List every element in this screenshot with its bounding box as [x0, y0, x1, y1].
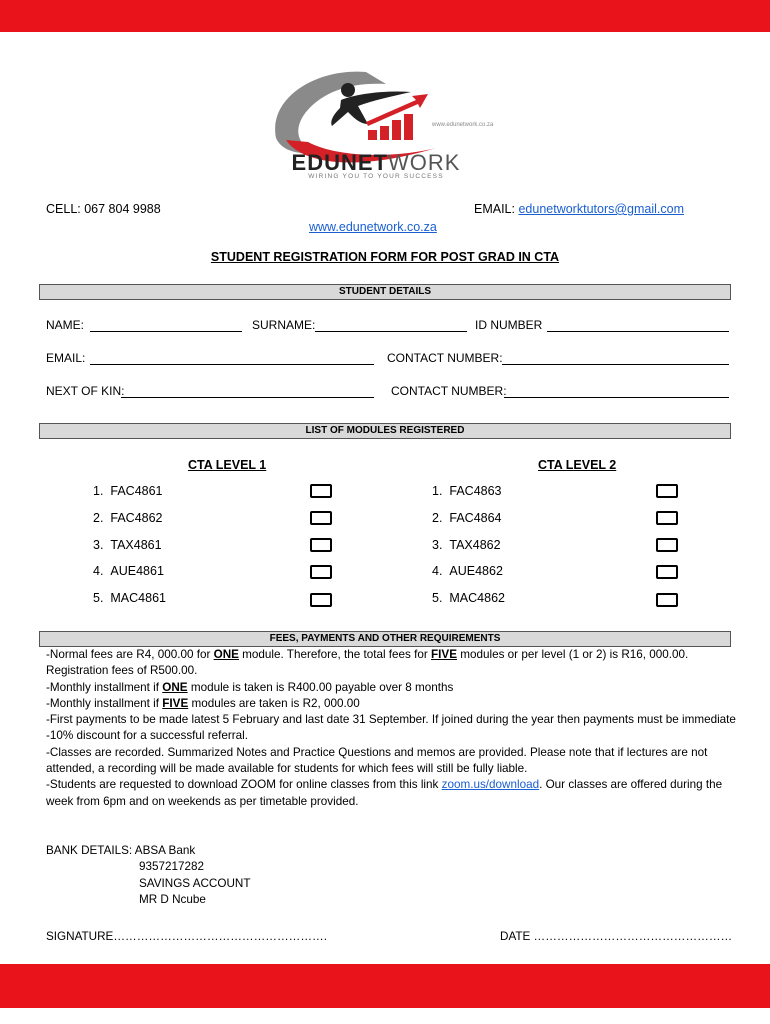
module-item — [93, 564, 164, 578]
brand-tagline: WIRING YOU TO YOUR SUCCESS — [308, 173, 444, 180]
module-code: FAC4862 — [110, 511, 163, 525]
fees-text-part: modules are taken is R2, 000.00 — [188, 696, 360, 710]
fees-text-part: modules or per level (1 or 2) is R16, 000.00. Registration fees of R500.00. — [46, 648, 689, 678]
fees-emphasis: FIVE — [162, 696, 189, 710]
module-item — [93, 511, 163, 525]
module-code: FAC4863 — [449, 484, 502, 498]
contact-number-field[interactable] — [502, 364, 729, 365]
module-item — [432, 484, 502, 498]
name-label: NAME: — [46, 318, 85, 332]
module-number: 4. — [93, 564, 104, 578]
module-checkbox[interactable] — [310, 511, 332, 525]
module-item — [432, 564, 503, 578]
module-number: 1. — [432, 484, 443, 498]
fees-paragraph: -First payments to be made latest 5 February and last date 31 September. If joined during the year then payments must be immediate — [46, 713, 736, 727]
top-red-band — [0, 0, 770, 32]
fees-paragraph — [46, 647, 736, 680]
module-checkbox[interactable] — [656, 593, 678, 607]
module-number: 4. — [432, 564, 443, 578]
bank-account-holder: MR D Ncube — [139, 892, 206, 906]
email-contact — [474, 202, 684, 216]
module-item — [432, 538, 501, 552]
module-code: TAX4861 — [110, 538, 162, 552]
bank-account-number: 9357217282 — [139, 860, 205, 874]
module-number: 1. — [93, 484, 104, 498]
fees-emphasis: ONE — [162, 680, 188, 694]
module-code: AUE4862 — [449, 564, 503, 578]
id-number-label: ID NUMBER — [475, 318, 543, 332]
fees-text-part: -Normal fees are R4, 000.00 for — [46, 648, 214, 661]
logo-url-text: www.edunetwork.co.za — [432, 122, 494, 128]
kin-contact-number-field[interactable] — [504, 397, 729, 398]
fees-emphasis: FIVE — [431, 648, 458, 661]
module-number: 3. — [93, 538, 104, 552]
fees-text-part: -Monthly installment if — [46, 696, 163, 710]
email-field[interactable] — [90, 364, 374, 365]
email-label-field: EMAIL: — [46, 351, 86, 365]
module-number: 5. — [432, 591, 443, 605]
module-code: MAC4861 — [110, 591, 166, 605]
module-checkbox[interactable] — [310, 484, 332, 498]
fees-text — [46, 647, 736, 810]
next-of-kin-label: NEXT OF KIN: — [46, 384, 125, 398]
student-details-heading: STUDENT DETAILS — [39, 284, 731, 300]
module-code: MAC4862 — [449, 591, 505, 605]
bank-account-type: SAVINGS ACCOUNT — [139, 876, 251, 890]
fees-paragraph — [46, 777, 736, 810]
brand-name-part1: EDUNET — [291, 150, 388, 175]
bank-label: BANK DETAILS: ABSA Bank — [46, 844, 196, 857]
module-item — [93, 484, 163, 498]
email-link[interactable]: edunetworktutors@gmail.com — [518, 202, 685, 216]
contact-number-label: CONTACT NUMBER: — [387, 351, 503, 365]
module-number: 2. — [93, 511, 104, 525]
cell-number: CELL: 067 804 9988 — [46, 202, 161, 216]
fees-text-part: module. Therefore, the total fees for — [238, 648, 432, 661]
brand-name-part2: WORK — [388, 150, 461, 175]
module-item — [93, 538, 162, 552]
fees-text-part: module is taken is R400.00 payable over 8 months — [187, 680, 454, 694]
module-code: AUE4861 — [110, 564, 164, 578]
next-of-kin-field[interactable] — [121, 397, 374, 398]
email-label: EMAIL: — [474, 202, 519, 216]
surname-label: SURNAME: — [252, 318, 316, 332]
bottom-red-band — [0, 964, 770, 1008]
module-code: FAC4861 — [110, 484, 163, 498]
module-item — [432, 511, 502, 525]
name-field[interactable] — [90, 331, 242, 332]
signature-field[interactable]: SIGNATURE………………………………………………. — [46, 930, 327, 943]
module-number: 3. — [432, 538, 443, 552]
module-item — [432, 591, 505, 605]
fees-paragraph — [46, 696, 736, 712]
bank-details — [46, 843, 250, 908]
modules-heading: LIST OF MODULES REGISTERED — [39, 423, 731, 439]
fees-heading: FEES, PAYMENTS AND OTHER REQUIREMENTS — [39, 631, 731, 647]
module-number: 5. — [93, 591, 104, 605]
module-checkbox[interactable] — [656, 511, 678, 525]
module-checkbox[interactable] — [656, 484, 678, 498]
module-code: TAX4862 — [449, 538, 501, 552]
module-checkbox[interactable] — [310, 565, 332, 579]
website-link[interactable]: www.edunetwork.co.za — [309, 220, 437, 234]
fees-text-part: -Students are requested to download ZOOM for online classes from this link — [46, 778, 442, 792]
form-title: STUDENT REGISTRATION FORM FOR POST GRAD IN CTA — [210, 250, 560, 264]
cta-level-2-heading: CTA LEVEL 2 — [538, 458, 617, 472]
module-checkbox[interactable] — [656, 538, 678, 552]
module-checkbox[interactable] — [656, 565, 678, 579]
cta-level-1-heading: CTA LEVEL 1 — [188, 458, 267, 472]
surname-field[interactable] — [315, 331, 467, 332]
fees-paragraph — [46, 680, 736, 696]
fees-paragraph: -Classes are recorded. Summarized Notes and Practice Questions and memos are provided. Please note that if lectures are not attended, a recording will be made available for students for which fees will still be fully liable. — [46, 745, 708, 776]
date-field[interactable]: DATE …………………………………………… — [500, 930, 733, 943]
module-checkbox[interactable] — [310, 593, 332, 607]
fees-text-part: -Monthly installment if — [46, 680, 163, 694]
module-code: FAC4864 — [449, 511, 502, 525]
module-checkbox[interactable] — [310, 538, 332, 552]
module-item — [93, 591, 166, 605]
module-number: 2. — [432, 511, 443, 525]
fees-text-part: . Our classes are offered during the week from 6pm and on weekends as per timetable provided. — [46, 778, 723, 808]
id-number-field[interactable] — [547, 331, 729, 332]
kin-contact-number-label: CONTACT NUMBER: — [391, 384, 507, 398]
fees-paragraph: -10% discount for a successful referral. — [46, 729, 249, 743]
fees-emphasis: ONE — [213, 648, 239, 661]
zoom-download-link[interactable]: zoom.us/download — [441, 778, 540, 792]
